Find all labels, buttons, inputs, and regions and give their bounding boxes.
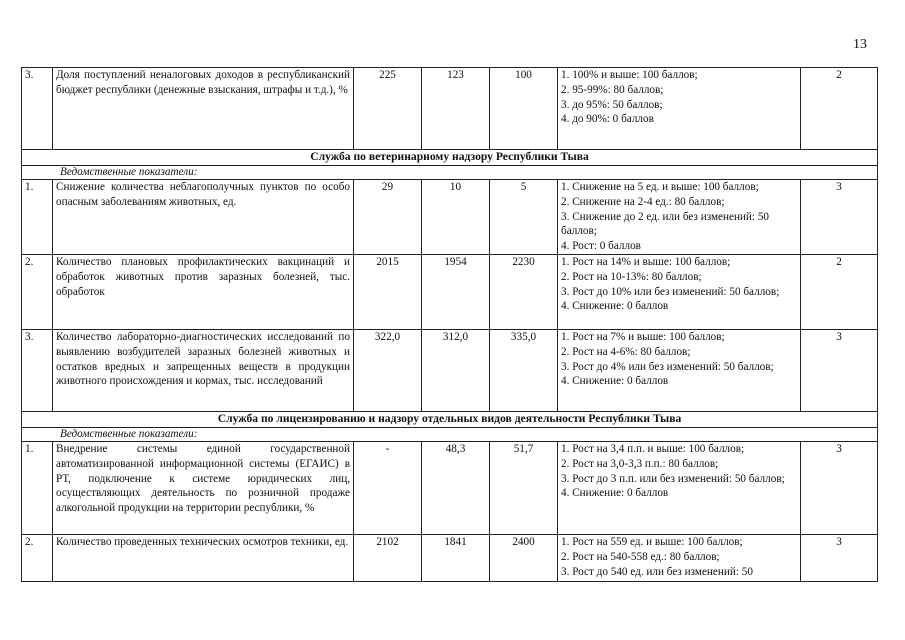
value-cell: - (354, 441, 422, 534)
scoring-criteria (558, 68, 801, 150)
indicator-description: Доля поступлений неналоговых доходов в республиканский бюджет республики (денежные взыскания, штрафы и т.д.), % (53, 68, 354, 150)
section-header-row (22, 150, 878, 166)
value-cell: 10 (422, 180, 490, 255)
weight-cell: 2 (801, 68, 878, 150)
weight-cell: 3 (801, 329, 878, 411)
subsection-title: Ведомственные показатели: (22, 166, 878, 180)
criteria-line: 1. Рост на 559 ед. и выше: 100 баллов; (561, 535, 743, 548)
section-header-row (22, 411, 878, 427)
criteria-line: 4. до 90%: 0 баллов (561, 113, 654, 126)
value-cell: 51,7 (490, 441, 558, 534)
criteria-line: 1. Рост на 14% и выше: 100 баллов; (561, 255, 731, 268)
criteria-line: 1. Рост на 7% и выше: 100 баллов; (561, 330, 725, 343)
subsection-row (22, 166, 878, 180)
criteria-line: 1. 100% и выше: 100 баллов; (561, 69, 698, 81)
section-title: Служба по лицензированию и надзору отдельных видов деятельности Республики Тыва (22, 411, 878, 427)
weight-cell: 3 (801, 180, 878, 255)
criteria-line: 3. Рост до 4% или без изменений: 50 баллов; (561, 360, 774, 373)
criteria-line: 2. Рост на 10-13%: 80 баллов; (561, 270, 702, 283)
row-number: 3. (22, 329, 53, 411)
value-cell: 312,0 (422, 329, 490, 411)
criteria-line: 2. Снижение на 2-4 ед.: 80 баллов; (561, 195, 725, 208)
value-cell: 1841 (422, 534, 490, 581)
value-cell: 2102 (354, 534, 422, 581)
value-cell: 2230 (490, 254, 558, 329)
indicator-description: Количество лабораторно-диагностических исследований по выявлению возбудителей заразных болезней животных и остатков вредных и запрещенных веществ в продукции животного происхождения и кормах, тыс. исследований (53, 329, 354, 411)
criteria-line: 3. до 95%: 50 баллов; (561, 98, 663, 111)
scoring-criteria (558, 180, 801, 255)
value-cell: 29 (354, 180, 422, 255)
table-row (22, 68, 878, 150)
row-number: 2. (22, 534, 53, 581)
scoring-criteria (558, 441, 801, 534)
criteria-line: 3. Рост до 540 ед. или без изменений: 50 (561, 565, 753, 578)
criteria-line: 2. Рост на 540-558 ед.: 80 баллов; (561, 550, 720, 563)
criteria-line: 3. Рост до 10% или без изменений: 50 баллов; (561, 285, 780, 298)
table-row (22, 254, 878, 329)
table-row (22, 180, 878, 255)
value-cell: 322,0 (354, 329, 422, 411)
indicators-table (21, 67, 878, 582)
section-title: Служба по ветеринарному надзору Республики Тыва (22, 150, 878, 166)
criteria-line: 4. Рост: 0 баллов (561, 240, 641, 253)
scoring-criteria (558, 254, 801, 329)
value-cell: 2400 (490, 534, 558, 581)
value-cell: 48,3 (422, 441, 490, 534)
row-number: 3. (22, 68, 53, 150)
weight-cell: 3 (801, 441, 878, 534)
value-cell: 5 (490, 180, 558, 255)
subsection-row (22, 427, 878, 441)
criteria-line: 1. Рост на 3,4 п.п. и выше: 100 баллов; (561, 442, 745, 455)
indicator-description: Количество плановых профилактических вакцинаций и обработок животных против заразных болезней, тыс. обработок (53, 254, 354, 329)
indicator-description: Внедрение системы единой государственной автоматизированной информационной системы (ЕГАИС) в РТ, подключение к системе юридических лиц, осуществляющих деятельность по розничной продаже алкогольной продукции на территории республики, % (53, 441, 354, 534)
criteria-line: 1. Снижение на 5 ед. и выше: 100 баллов; (561, 181, 759, 193)
value-cell: 2015 (354, 254, 422, 329)
criteria-line: 3. Снижение до 2 ед. или без изменений: 50 баллов; (561, 210, 770, 238)
value-cell: 225 (354, 68, 422, 150)
value-cell: 1954 (422, 254, 490, 329)
criteria-line: 4. Снижение: 0 баллов (561, 375, 669, 388)
value-cell: 100 (490, 68, 558, 150)
criteria-line: 4. Снижение: 0 баллов (561, 300, 669, 313)
criteria-line: 2. Рост на 4-6%: 80 баллов; (561, 345, 691, 358)
row-number: 1. (22, 180, 53, 255)
weight-cell: 2 (801, 254, 878, 329)
table-row (22, 329, 878, 411)
criteria-line: 3. Рост до 3 п.п. или без изменений: 50 баллов; (561, 472, 785, 485)
scoring-criteria (558, 329, 801, 411)
criteria-line: 2. 95-99%: 80 баллов; (561, 83, 664, 96)
indicator-description: Количество проведенных технических осмотров техники, ед. (53, 534, 354, 581)
weight-cell: 3 (801, 534, 878, 581)
table-row (22, 534, 878, 581)
page-number: 13 (853, 37, 867, 52)
value-cell: 335,0 (490, 329, 558, 411)
value-cell: 123 (422, 68, 490, 150)
indicator-description: Снижение количества неблагополучных пунктов по особо опасным заболеваниям животных, ед. (53, 180, 354, 255)
scoring-criteria (558, 534, 801, 581)
criteria-line: 4. Снижение: 0 баллов (561, 487, 669, 500)
row-number: 2. (22, 254, 53, 329)
criteria-line: 2. Рост на 3,0-3,3 п.п.: 80 баллов; (561, 457, 719, 470)
table-row (22, 441, 878, 534)
subsection-title: Ведомственные показатели: (22, 427, 878, 441)
row-number: 1. (22, 441, 53, 534)
